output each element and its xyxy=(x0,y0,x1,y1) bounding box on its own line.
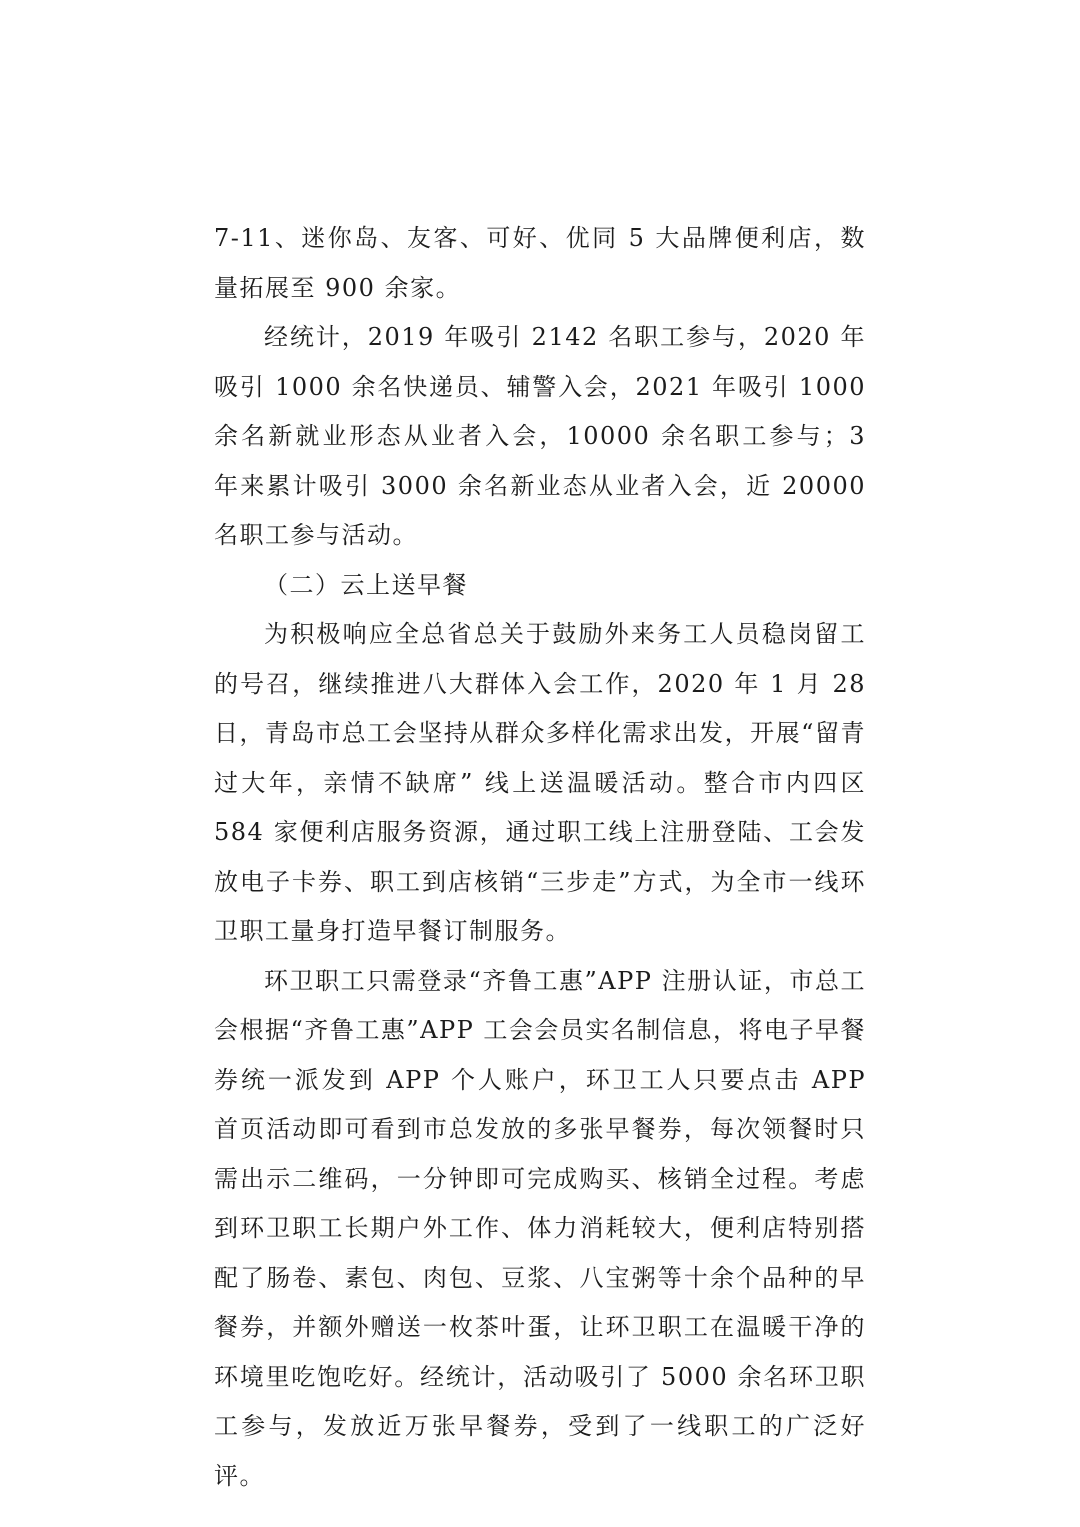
paragraph-app-process: 环卫职工只需登录“齐鲁工惠”APP 注册认证，市总工会根据“齐鲁工惠”APP 工会会员实名制信息，将电子早餐券统一派发到 APP 个人账户，环卫工人只要点击 APP 首页活动即可看到市总发放的多张早餐券，每次领餐时只需出示二维码，一分钟即可完成购买、核销全过程。考虑到环卫职工长期户外工作、体力消耗较大，便利店特别搭配了肠卷、素包、肉包、豆浆、八宝粥等十余个品种的早餐券，并额外赠送一枚茶叶蛋，让环卫职工在温暖干净的环境里吃饱吃好。经统计，活动吸引了 5000 余名环卫职工参与，发放近万张早餐券，受到了一线职工的广泛好评。 xyxy=(214,966,866,1490)
paragraph-store-expansion: 7-11、迷你岛、友客、可好、优同 5 大品牌便利店，数量拓展至 900 余家。 xyxy=(214,224,866,302)
paragraph-breakfast-activity: 为积极响应全总省总关于鼓励外来务工人员稳岗留工的号召，继续推进八大群体入会工作，2020 年 1 月 28 日，青岛市总工会坚持从群众多样化需求出发，开展“留青过大年，亲情不缺席” 线上送温暖活动。整合市内四区 584 家便利店服务资源，通过职工线上注册登陆、工会发放电子卡券、职工到店核销“三步走”方式，为全市一线环卫职工量身打造早餐订制服务。 xyxy=(214,620,866,945)
paragraph-statistics: 经统计，2019 年吸引 2142 名职工参与，2020 年吸引 1000 余名快递员、辅警入会，2021 年吸引 1000 余名新就业形态从业者入会，10000 余名职工参与；3 年来累计吸引 3000 余名新业态从业者入会，近 20000 名职工参与活动。 xyxy=(214,323,866,549)
section-heading-cloud-breakfast: （二）云上送早餐 xyxy=(264,570,468,599)
document-body xyxy=(214,214,866,1501)
